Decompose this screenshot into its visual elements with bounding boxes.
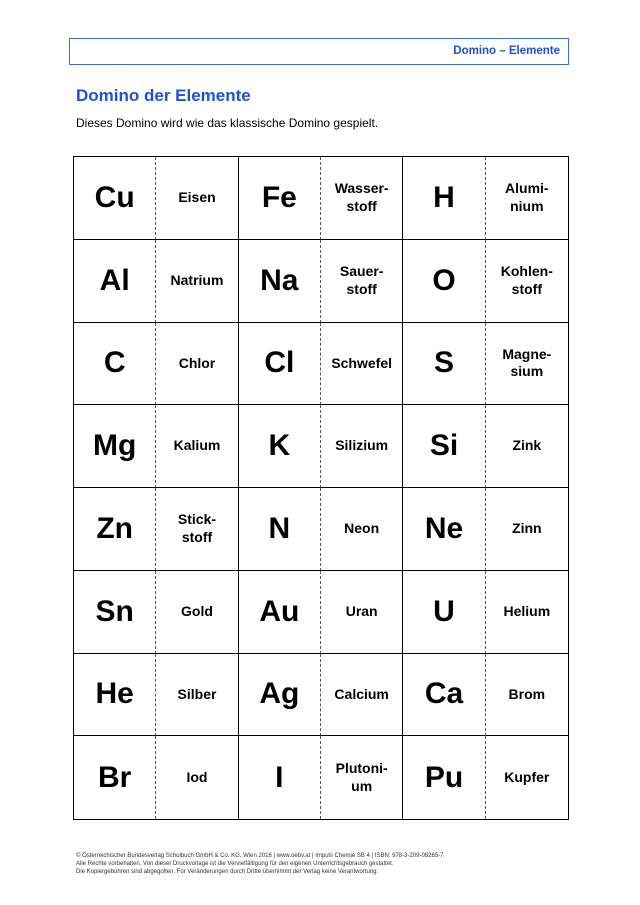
- element-symbol-cell: Fe: [239, 157, 321, 240]
- element-name-cell: Alumi- nium: [486, 157, 568, 240]
- element-symbol-cell: Sn: [74, 571, 156, 654]
- element-symbol-cell: Mg: [74, 405, 156, 488]
- element-name-cell: Calcium: [321, 654, 403, 737]
- footer-rights: Alle Rechte vorbehalten. Von dieser Druckvorlage ist die Vervielfältigung für den eigenen Unterrichtsgebrauch gestattet.: [76, 861, 394, 867]
- element-symbol-cell: Au: [239, 571, 321, 654]
- element-name-cell: Sauer- stoff: [321, 240, 403, 323]
- element-name-cell: Zinn: [486, 488, 568, 571]
- footer-copyright: © Österreichischer Bundesverlag Schulbuch GmbH & Co. KG, Wien 2016 | www.oebv.at | Impuls Chemie SB 4 | ISBN: 978-3-209-08265-7: [76, 853, 444, 859]
- element-symbol-cell: Cl: [239, 323, 321, 406]
- element-name-cell: Magne- sium: [486, 323, 568, 406]
- element-symbol-cell: Br: [74, 736, 156, 819]
- page-title: Domino der Elemente: [76, 86, 251, 105]
- element-name-cell: Schwefel: [321, 323, 403, 406]
- element-symbol-cell: Na: [239, 240, 321, 323]
- element-name-cell: Iod: [156, 736, 238, 819]
- element-symbol-cell: U: [403, 571, 485, 654]
- element-symbol-cell: Al: [74, 240, 156, 323]
- header-box: [69, 38, 569, 65]
- element-name-cell: Kohlen- stoff: [486, 240, 568, 323]
- intro-text: Dieses Domino wird wie das klassische Domino gespielt.: [76, 116, 379, 130]
- element-symbol-cell: H: [403, 157, 485, 240]
- footer-fees: Die Kopiergebühren sind abgegolten. Für Veränderungen durch Dritte übernimmt der Verlag keine Verantwortung.: [76, 869, 379, 875]
- element-name-cell: Kupfer: [504, 768, 550, 785]
- element-symbol-cell: Ne: [403, 488, 485, 571]
- element-name-cell: Stick- stoff: [156, 488, 238, 571]
- element-name-cell: Chlor: [156, 323, 238, 406]
- element-name-cell: Uran: [321, 571, 403, 654]
- element-name-cell: Silber: [156, 654, 238, 737]
- domino-grid: [73, 156, 569, 820]
- element-symbol-cell: Ca: [403, 654, 485, 737]
- element-name-cell: Neon: [321, 488, 403, 571]
- element-symbol-cell: C: [74, 323, 156, 406]
- element-symbol-cell: Pu: [403, 736, 485, 819]
- element-symbol-cell: S: [403, 323, 485, 406]
- element-symbol-cell: Cu: [74, 157, 156, 240]
- element-symbol-cell: Zn: [74, 488, 156, 571]
- element-name-cell: Eisen: [156, 157, 238, 240]
- header-label: Domino – Elemente: [453, 45, 560, 57]
- element-name-cell: Helium: [486, 571, 568, 654]
- element-symbol-cell: O: [403, 240, 485, 323]
- footer: [76, 852, 576, 876]
- element-symbol-cell: He: [74, 654, 156, 737]
- element-name-cell: Wasser- stoff: [321, 157, 403, 240]
- element-name-cell: Silizium: [321, 405, 403, 488]
- element-name-cell: Natrium: [156, 240, 238, 323]
- element-name-cell: Brom: [486, 654, 568, 737]
- element-symbol-cell: Si: [403, 405, 485, 488]
- element-name-cell: Plutoni- um: [321, 736, 403, 819]
- element-symbol-cell: Ag: [239, 654, 321, 737]
- element-symbol-cell: K: [239, 405, 321, 488]
- element-symbol-cell: I: [239, 736, 321, 819]
- element-name-cell: Gold: [156, 571, 238, 654]
- element-name-cell: Kalium: [156, 405, 238, 488]
- element-symbol-cell: N: [239, 488, 321, 571]
- element-name-cell: Zink: [486, 405, 568, 488]
